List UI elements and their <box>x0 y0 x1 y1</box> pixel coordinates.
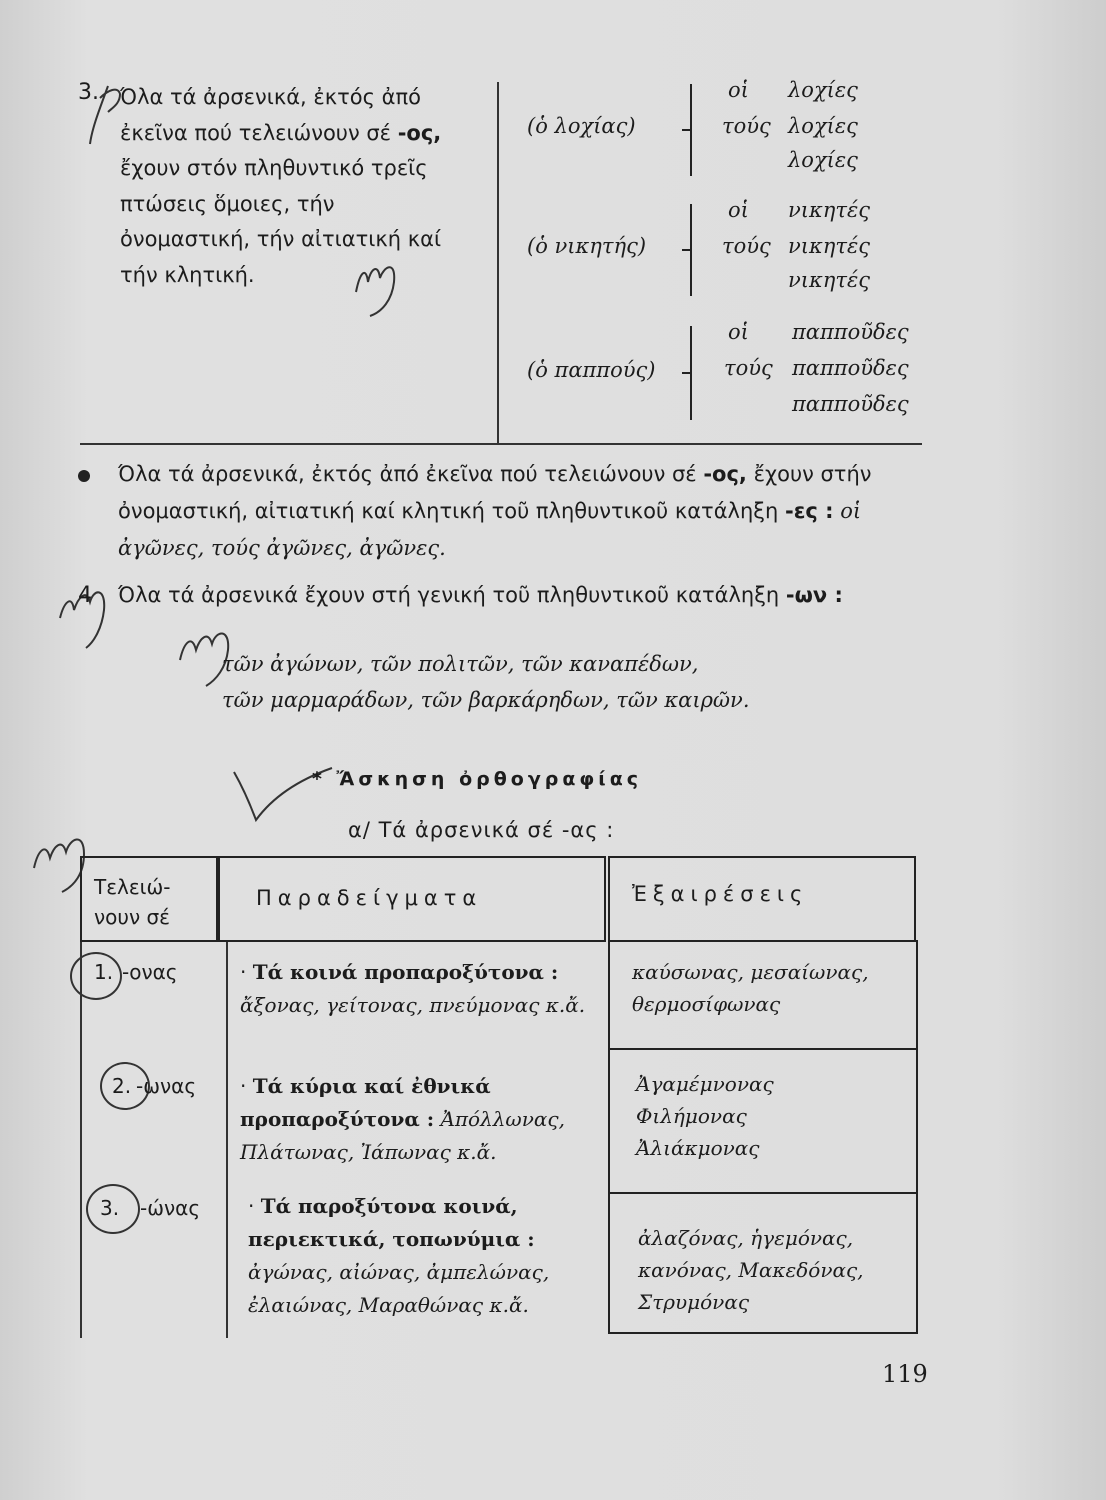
row-1-number: 1. <box>94 960 114 984</box>
row-2-head: Τά κύρια καί ἐθνικά προπαροξύτονα : <box>240 1074 491 1131</box>
section-4-example-line-1: τῶν ἀγώνων, τῶν πολιτῶν, τῶν καναπέδων, <box>222 652 699 676</box>
word: νικητές <box>788 234 871 258</box>
word: λοχίες <box>788 78 858 102</box>
row-3-example-words: ἀγώνας, αἰώνας, ἀμπελώνας, ἐλαιώνας, Μαραθώνας κ.ἄ. <box>248 1260 550 1317</box>
row-2-number: 2. <box>112 1074 132 1098</box>
exercise-title: * Ἄσκηση ὀρθογραφίας <box>312 768 643 790</box>
bullet-bold-a: -ος, <box>703 462 747 486</box>
group-label-lochias: (ὁ λοχίας) <box>527 114 636 138</box>
word: λοχίες <box>788 114 858 138</box>
bullet-bold-b: -ες : <box>784 499 834 523</box>
section-4-bold: -ων : <box>785 583 843 607</box>
article: τούς <box>724 356 773 380</box>
section-4-number: 4 <box>78 583 92 608</box>
section-4-paragraph <box>118 577 928 614</box>
exercise-subtitle: α/ Τά ἀρσενικά σέ -ας : <box>348 818 615 842</box>
row-1-head: Τά κοινά προπαροξύτονα : <box>252 960 559 984</box>
article: οἱ <box>728 78 749 102</box>
page-number: 119 <box>882 1360 928 1388</box>
row-1-example-words: ἄξονας, γείτονας, πνεύμονας κ.ἄ. <box>240 993 586 1017</box>
article: οἱ <box>728 320 749 344</box>
bullet-mark: · <box>240 1074 253 1098</box>
brace <box>690 204 706 296</box>
word: παπποῦδες <box>792 320 909 344</box>
row-3-exceptions-text: ἀλαζόνας, ἡγεμόνας, κανόνας, Μακεδόνας, Στρυμόνας <box>638 1226 864 1314</box>
section-3-bold: -ος, <box>397 120 442 145</box>
row-3-examples <box>248 1190 588 1322</box>
word: λοχίες <box>788 148 858 172</box>
brace <box>690 84 706 176</box>
section-4-example-line-2: τῶν μαρμαράδων, τῶν βαρκάρηδων, τῶν καιρῶν. <box>222 688 750 712</box>
row-1-exceptions-text: καύσωνας, μεσαίωνας, θερμοσίφωνας <box>632 960 869 1016</box>
section-3-text-b: ἔχουν στόν πληθυντικό τρεῖς πτώσεις ὅμοιες, τήν ὀνομαστική, τήν αἰτιατική καί τήν κλητική. <box>120 156 442 287</box>
word: παπποῦδες <box>792 392 909 416</box>
row-2-examples <box>240 1070 590 1169</box>
section-3-number: 3. <box>78 80 99 105</box>
section-3-rule <box>80 443 922 445</box>
row-3-head: Τά παροξύτονα κοινά, περιεκτικά, τοπωνύμια : <box>248 1194 535 1251</box>
article: τούς <box>722 234 771 258</box>
row-1-exceptions <box>608 940 918 1050</box>
bullet-text-b: ἔχουν στήν ὀνομαστική, αἰτιατική καί κλητική τοῦ πληθυντικοῦ κατάληξη <box>118 462 872 523</box>
word: νικητές <box>788 268 871 292</box>
section-4-text: Όλα τά ἀρσενικά ἔχουν στή γενική τοῦ πληθυντικοῦ κατάληξη <box>118 583 780 607</box>
word: νικητές <box>788 198 871 222</box>
header-examples: Παραδείγματα <box>218 856 606 942</box>
row-2-exceptions <box>608 1048 918 1194</box>
bullet-paragraph <box>118 456 918 567</box>
bullet-examples: οἱ ἀγῶνες, τούς ἀγῶνες, ἀγῶνες. <box>118 499 862 560</box>
bullet-mark: · <box>248 1194 261 1218</box>
table-column-divider <box>226 942 228 1338</box>
row-3-ending: -ώνας <box>140 1196 201 1220</box>
bullet-mark: · <box>240 960 253 984</box>
article: οἱ <box>728 198 749 222</box>
row-1-examples <box>240 956 590 1022</box>
row-3-exceptions <box>608 1192 918 1334</box>
table-left-border <box>80 942 82 1338</box>
section-3-text-a: Όλα τά ἀρσενικά, ἐκτός ἀπό ἐκεῖνα πού τελειώνουν σέ <box>120 85 421 145</box>
brace <box>690 326 706 420</box>
bullet-text-a: Όλα τά ἀρσενικά, ἐκτός ἀπό ἐκεῖνα πού τελειώνουν σέ <box>118 462 697 486</box>
row-2-example-words: Ἀπόλλωνας, Πλάτωνας, Ἰάπωνας κ.ἄ. <box>240 1107 565 1164</box>
row-2-ending: -ωνας <box>136 1074 197 1098</box>
section-3-divider <box>497 82 499 444</box>
section-3-text <box>120 80 470 293</box>
bullet-dot <box>78 470 90 482</box>
row-3-number: 3. <box>100 1196 120 1220</box>
row-2-exceptions-text: Ἀγαμέμνονας Φιλήμονας Ἀλιάκμονας <box>636 1072 774 1160</box>
header-ending: Τελειώ-νουν σέ <box>80 856 218 942</box>
article: τούς <box>722 114 771 138</box>
row-1-ending: -ονας <box>122 960 178 984</box>
word: παπποῦδες <box>792 356 909 380</box>
group-label-pappous: (ὁ παππούς) <box>527 358 656 382</box>
header-exceptions: Ἐξαιρέσεις <box>608 856 916 942</box>
group-label-nikitis: (ὁ νικητής) <box>527 234 647 258</box>
